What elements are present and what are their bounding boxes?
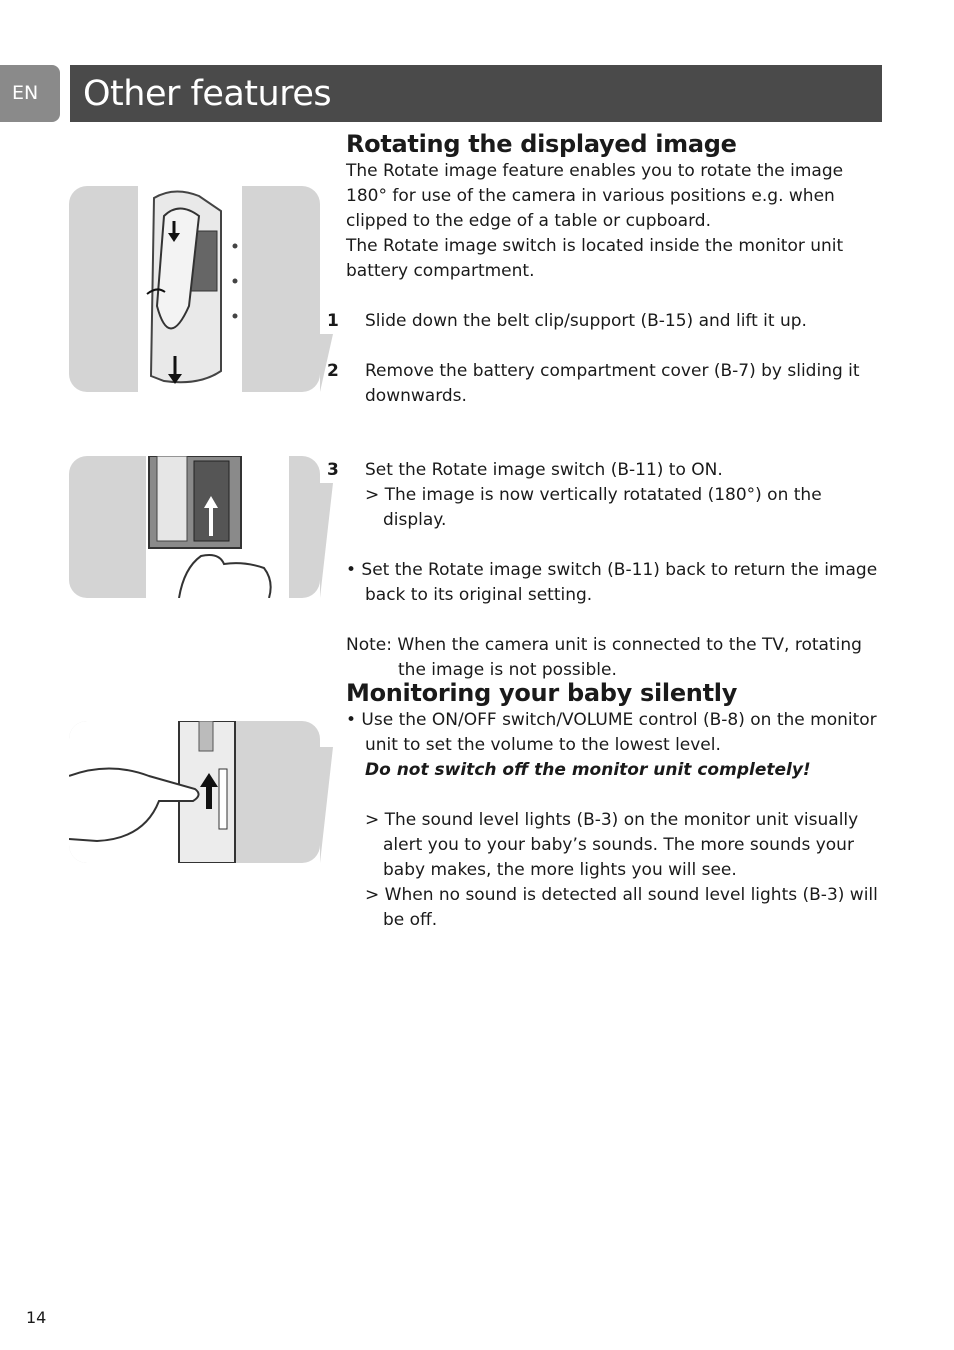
language-tab	[0, 65, 60, 122]
section-rotating-image-cont	[327, 458, 881, 683]
volume-control-illustration	[69, 721, 320, 863]
rotate-switch-illustration	[69, 456, 320, 598]
section-rotating-image	[327, 129, 881, 409]
result-text: > The image is now vertically rotatated (180°) on the display.	[365, 485, 822, 530]
page-number: 14	[26, 1308, 47, 1327]
result-text: > When no sound is detected all sound level lights (B-3) will be off.	[365, 885, 878, 930]
language-label: EN	[12, 82, 39, 104]
bullet-item: • Use the ON/OFF switch/VOLUME control (B-8) on the monitor unit to set the volume to the lowest level.	[346, 710, 877, 755]
section-heading: Rotating the displayed image	[346, 130, 737, 158]
step-text: Slide down the belt clip/support (B-15) and lift it up.	[365, 311, 807, 331]
step-item	[327, 458, 881, 483]
figure-tab-3	[320, 747, 333, 863]
note-text: Note: When the camera unit is connected to the TV, rotating the image is not possible.	[346, 635, 862, 680]
step-number: 3	[327, 460, 339, 480]
page-title: Other features	[83, 74, 332, 114]
monitor-belt-clip-illustration	[69, 186, 320, 392]
step-number: 2	[327, 361, 339, 381]
intro-paragraph: The Rotate image switch is located inside the monitor unit battery compartment.	[346, 236, 844, 281]
section-header	[70, 65, 882, 122]
section-monitoring-silently	[346, 678, 881, 933]
intro-paragraph: The Rotate image feature enables you to rotate the image 180° for use of the camera in various positions e.g. when clipped to the edge of a table or cupboard.	[346, 161, 844, 231]
step-item	[327, 309, 881, 334]
figure-belt-clip	[69, 186, 320, 392]
step-text: Set the Rotate image switch (B-11) to ON.	[365, 460, 723, 480]
step-number: 1	[327, 311, 339, 331]
bullet-item: • Set the Rotate image switch (B-11) back to return the image back to its original setting.	[346, 560, 878, 605]
section-heading: Monitoring your baby silently	[346, 679, 738, 707]
result-text: > The sound level lights (B-3) on the monitor unit visually alert you to your baby’s sounds. The more sounds your baby makes, the more lights you will see.	[365, 810, 859, 880]
step-text: Remove the battery compartment cover (B-7) by sliding it downwards.	[365, 361, 860, 406]
step-item	[327, 359, 881, 409]
figure-rotate-switch	[69, 456, 320, 598]
figure-tab-2	[320, 483, 333, 598]
figure-volume-control	[69, 721, 320, 863]
warning-text: Do not switch off the monitor unit completely!	[365, 760, 811, 780]
